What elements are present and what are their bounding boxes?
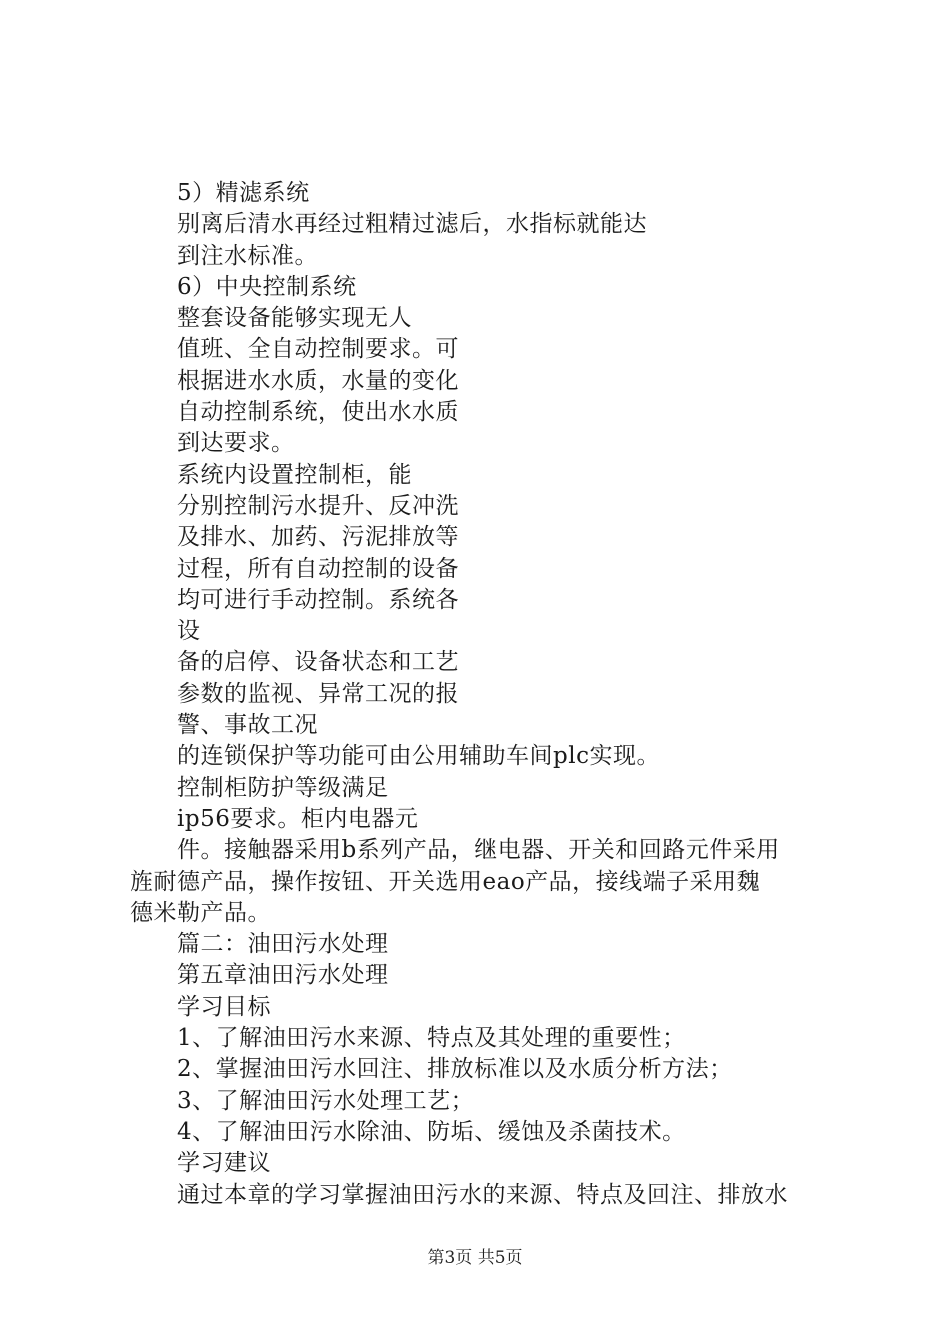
text-line: 学习建议 (177, 1150, 271, 1177)
text-line: 及排水、加药、污泥排放等 (177, 524, 459, 551)
text-line: 到达要求。 (177, 430, 295, 457)
text-line: 件。接触器采用b系列产品，继电器、开关和回路元件采用 (177, 837, 780, 864)
text-line: 2、掌握油田污水回注、排放标准以及水质分析方法； (177, 1056, 733, 1083)
page-footer: 第3页 共5页 (427, 1248, 523, 1268)
text-line: 第五章油田污水处理 (177, 962, 389, 989)
text-line: 参数的监视、异常工况的报 (177, 680, 459, 707)
text-line: 的连锁保护等功能可由公用辅助车间plc实现。 (177, 743, 660, 770)
document-body (130, 178, 840, 1211)
text-line: 分别控制污水提升、反冲洗 (177, 492, 459, 519)
text-line: 别离后清水再经过粗精过滤后，水指标就能达 (177, 211, 647, 238)
text-line: 均可进行手动控制。系统各 (177, 586, 459, 613)
text-line: 整套设备能够实现无人 (177, 305, 412, 332)
text-line: 值班、全自动控制要求。可 (177, 336, 459, 363)
text-line: 德米勒产品。 (130, 899, 271, 926)
text-line: 4、了解油田污水除油、防垢、缓蚀及杀菌技术。 (177, 1118, 686, 1145)
text-line: 过程，所有自动控制的设备 (177, 555, 459, 582)
text-line: 备的启停、设备状态和工艺 (177, 649, 459, 676)
text-line: 设 (177, 618, 201, 645)
text-line: 1、了解油田污水来源、特点及其处理的重要性； (177, 1025, 686, 1052)
text-line: 学习目标 (177, 993, 271, 1020)
text-line: 根据进水水质，水量的变化 (177, 367, 459, 394)
text-line: 到注水标准。 (177, 242, 318, 269)
text-line: 系统内设置控制柜，能 (177, 461, 412, 488)
text-line: 6）中央控制系统 (177, 273, 357, 300)
text-line: ip56要求。柜内电器元 (177, 805, 419, 832)
text-line: 5）精滤系统 (177, 180, 310, 206)
text-line: 自动控制系统，使出水水质 (177, 399, 459, 426)
text-line: 通过本章的学习掌握油田污水的来源、特点及回注、排放水 (177, 1181, 788, 1208)
text-line: 篇二：油田污水处理 (177, 931, 389, 958)
text-line: 3、了解油田污水处理工艺； (177, 1087, 475, 1114)
text-line: 控制柜防护等级满足 (177, 774, 389, 801)
text-line: 警、事故工况 (177, 712, 318, 739)
text-line: 旌耐德产品，操作按钮、开关选用eao产品，接线端子采用魏 (130, 868, 761, 895)
